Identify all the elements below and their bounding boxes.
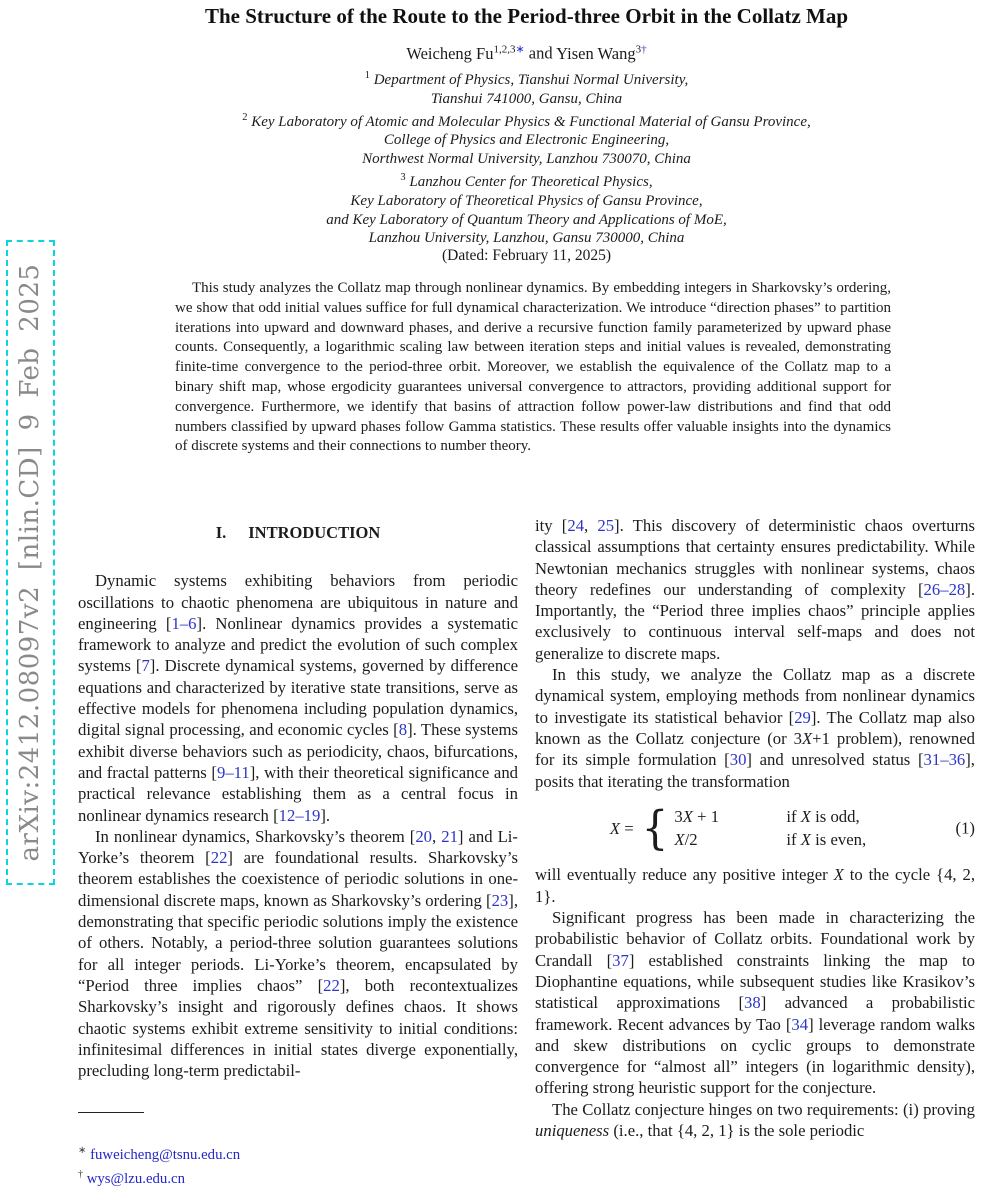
paragraph: The Collatz conjecture hinges on two requirements: (i) proving uniqueness (i.e., that {4, 2, 1} is the sole periodic	[535, 1099, 975, 1141]
citation-link[interactable]: 8	[398, 720, 408, 740]
citation-link[interactable]: 26–28	[923, 579, 966, 599]
citation-link[interactable]: 22	[323, 975, 340, 995]
footnote-mark: †	[78, 1168, 83, 1180]
math-variable: X	[800, 806, 811, 826]
equation-cases	[674, 806, 866, 851]
section-title: INTRODUCTION	[248, 523, 381, 542]
citation-link[interactable]: 34	[791, 1014, 809, 1034]
author-1-affil-sup: 1,2,3	[493, 43, 516, 55]
author-1: Weicheng $Fu^{1,2,3∗}$	[406, 43, 525, 63]
paragraph: will eventually reduce any positive integer X to the cycle {4, 2, 1}.	[535, 865, 976, 906]
paper-title: The Structure of the Route to the Period-three Orbit in the Collatz Map	[204, 4, 849, 28]
author-separator: and	[524, 43, 557, 63]
paragraph: ity [24, 25]. This discovery of deterministic chaos overturns classical assumptions that certainty ensures predictability. While Newtonian mechanics struggles with nonlinear systems, chaos theory redefines our understanding of complexity [26–28]. Importantly, the “Period three implies chaos” principle applies exclusively to continuous interval self-maps and does not generalize to discrete maps.	[535, 516, 975, 663]
affiliation-line: Key Laboratory of Theoretical Physics of Gansu Province,	[350, 192, 703, 209]
author-1-corresponding-mark[interactable]: ∗	[515, 43, 525, 55]
affiliation-line: $^2$ Key Laboratory of Atomic and Molecular Physics & Functional Material of Gansu Province,	[242, 111, 811, 130]
citation-link[interactable]: 21	[441, 826, 458, 846]
citation-link[interactable]: 38	[744, 993, 761, 1013]
citation-link[interactable]: 29	[794, 707, 811, 727]
equation-number: (1)	[955, 818, 975, 838]
equation-lhs: X =	[609, 818, 634, 838]
math-variable: X	[674, 830, 685, 850]
affiliation-line: Northwest Normal University, Lanzhou 730070, China	[362, 151, 691, 168]
dated-line: (Dated: February 11, 2025)	[441, 247, 612, 264]
email-link[interactable]: fuweicheng@tsnu.edu.cn	[90, 1146, 241, 1163]
citation-link[interactable]: 30	[729, 750, 747, 770]
emphasized-text: uniqueness	[535, 1121, 610, 1141]
cases-brace: {	[641, 800, 669, 855]
math-variable: X	[801, 728, 813, 748]
citation-link[interactable]: 31–36	[923, 750, 966, 770]
section-heading-introduction	[78, 522, 518, 543]
affiliation-number: 3	[400, 171, 406, 183]
author-2-corresponding-mark[interactable]: †	[641, 43, 647, 55]
math-variable: X	[833, 865, 844, 885]
affiliation-line: $^1$ Department of Physics, Tianshui Normal University,	[364, 70, 689, 88]
math-variable: X	[800, 830, 811, 850]
affiliation-line: College of Physics and Electronic Engineering,	[383, 132, 670, 149]
citation-link[interactable]: 7	[141, 656, 150, 676]
affiliation-line: Lanzhou University, Lanzhou, Gansu 730000, China	[368, 230, 685, 247]
affiliation-line: Tianshui 741000, Gansu, China	[430, 90, 623, 107]
author-line	[78, 42, 975, 64]
arxiv-stamp-text: arXiv:2412.08097v2 [nlin.CD] 9 Feb 2025	[15, 263, 45, 862]
author-2-affil-sup: 3	[635, 43, 642, 55]
citation-link[interactable]: 25	[597, 516, 615, 535]
citation-link[interactable]: 1–6	[171, 613, 197, 633]
footnote-mark: ∗	[78, 1145, 87, 1156]
affiliations	[78, 67, 975, 248]
footnote-line	[78, 1141, 518, 1165]
citation-link[interactable]: 9–11	[216, 762, 250, 782]
email-link[interactable]: wys@lzu.edu.cn	[86, 1170, 185, 1187]
citation-link[interactable]: 20	[415, 826, 433, 846]
footnote-rule	[78, 1112, 144, 1113]
affiliation-line: and Key Laboratory of Quantum Theory and Applications of MoE,	[326, 211, 727, 228]
left-column	[78, 520, 518, 1081]
citation-link[interactable]: 22	[210, 848, 228, 868]
footnotes	[78, 1112, 518, 1189]
citation-link[interactable]: 23	[491, 890, 509, 910]
footnote-list	[78, 1141, 518, 1189]
paragraph: In nonlinear dynamics, Sharkovsky’s theorem [20, 21] and Li-Yorke’s theorem [22] are foundational results. Sharkovsky’s theorem establishes the coexistence of periodic solutions in one-dimensional discrete maps, known as Sharkovsky’s ordering [23], demonstrating that specific periodic solutions imply the existence of others. Notably, a period-three solution guarantees solutions for all integer periods. Li-Yorke’s theorem, encapsulated by “Period three implies chaos” [22], both recontextualizes Sharkovsky’s insight and rigorously defines chaos. It shows chaotic systems exhibit extreme sensitivity to initial conditions: infinitesimal differences in initial states diverge exponentially, precluding long-term predictabil-	[78, 826, 518, 1081]
math-variable: X	[682, 806, 693, 826]
author-2: Yisen Wang$^{3\dagger}$	[556, 43, 647, 63]
citation-link[interactable]: 12–19	[278, 805, 321, 825]
equation-1	[535, 800, 975, 855]
citation-link[interactable]: 37	[612, 950, 629, 970]
footnote-line	[78, 1165, 518, 1189]
affiliation-number: 1	[364, 70, 370, 81]
abstract-text: This study analyzes the Collatz map through nonlinear dynamics. By embedding integers in Sharkovsky’s ordering, we show that odd initial values suffice for full dynamical characterization. We introduce “direction phases” to partition iterations into upward and downward phases, and derive a recursive function family parameterized by upward phase counts. Consequently, a logarithmic scaling law between iteration steps and initial values is revealed, demonstrating finite-time convergence to the period-three orbit. Moreover, we establish the equivalence of the Collatz map to a binary shift map, whose ergodicity guarantees universal convergence to attractors, providing additional support for convergence. Furthermore, we identify that basins of attraction follow power-law distributions and find that odd numbers classified by upward phases follow Gamma statistics. These results offer valuable insights into the dynamics of discrete systems and their connections to number theory.	[175, 280, 891, 455]
affiliation-line: $^3$ Lanzhou Center for Theoretical Physics,	[400, 171, 653, 190]
section-number: I.	[215, 523, 227, 542]
equation-case-odd: 3X + 1 if X is odd,	[674, 806, 860, 826]
equation-case-even: X/2 if X is even,	[674, 830, 867, 850]
citation-link[interactable]: 24	[567, 516, 585, 535]
right-column	[535, 515, 975, 1141]
paragraph: Dynamic systems exhibiting behaviors from periodic oscillations to chaotic phenomena are ubiquitous in nature and engineering [1–6]. Nonlinear dynamics provides a systematic framework to analyze and predict the evolution of such complex systems [7]. Discrete dynamical systems, governed by difference equations and characterized by iterative state transitions, serve as effective models for phenomena including population dynamics, digital signal processing, and economic cycles [8]. These systems exhibit diverse behaviors such as periodicity, chaos, bifurcations, and fractal patterns [9–11], with their theoretical significance and practical relevance establishing them as a central focus in nonlinear dynamics research [12–19].	[78, 571, 519, 825]
paragraph: In this study, we analyze the Collatz map as a discrete dynamical system, employing methods from nonlinear dynamics to investigate its statistical behavior [29]. The Collatz map also known as the Collatz conjecture (or 3X+1 problem), renowned for its simple formulation [30] and unresolved status [31–36], posits that iterating the transformation	[535, 665, 975, 791]
paragraph: Significant progress has been made in characterizing the probabilistic behavior of Collatz orbits. Foundational work by Crandall [37] established constraints linking the map to Diophantine equations, while subsequent studies like Krasikov’s statistical approximations [38] advanced a probabilistic framework. Recent advances by Tao [34] leverage random walks and skew distributions on cyclic groups to demonstrate convergence for “almost all” integers (in logarithmic density), offering strong heuristic support for the conjecture.	[535, 908, 975, 1098]
affiliation-number: 2	[242, 111, 248, 123]
